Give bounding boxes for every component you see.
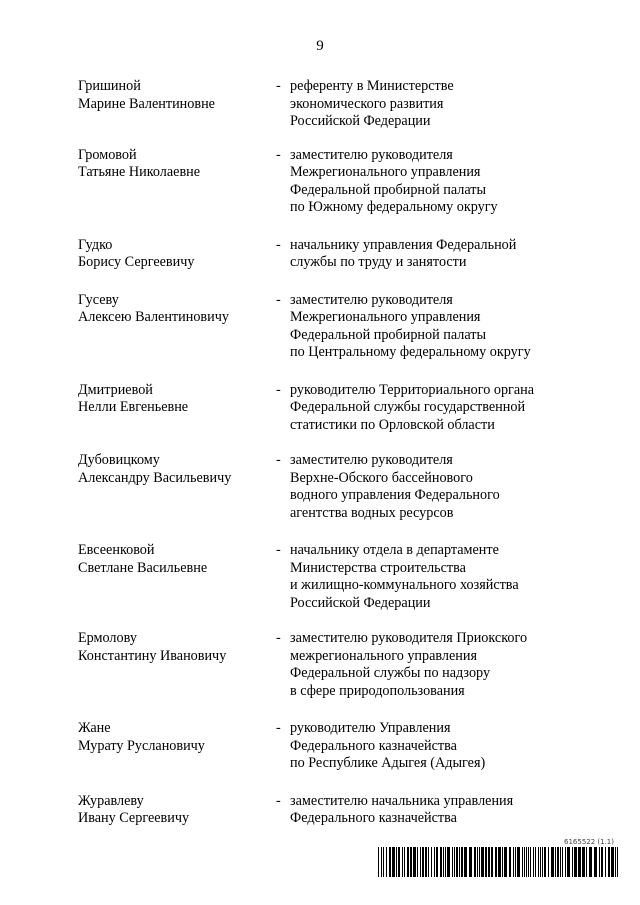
- position-line: Федеральной пробирной палаты: [290, 181, 486, 198]
- entry-dash: -: [276, 146, 281, 163]
- appointment-entry: [78, 793, 578, 828]
- entry-dash: -: [276, 542, 281, 558]
- person-name-line: Борису Сергеевичу: [78, 254, 195, 270]
- position-line: и жилищно-коммунального хозяйства: [290, 577, 519, 593]
- person-name: [78, 382, 276, 435]
- person-name-line: Константину Ивановичу: [78, 647, 227, 664]
- appointment-entry: [78, 630, 578, 700]
- person-name-line: Жане: [78, 720, 111, 736]
- person-name-line: Журавлеву: [78, 792, 144, 809]
- entry-dash: -: [276, 792, 281, 809]
- appointment-entry: [78, 542, 578, 612]
- position-title: [290, 452, 560, 522]
- person-name-line: Дмитриевой: [78, 381, 153, 398]
- entry-dash: -: [276, 720, 281, 736]
- position-line: по Южному федеральному округу: [290, 199, 498, 215]
- position-line: Межрегионального управления: [290, 164, 481, 180]
- position-line: начальнику управления Федеральной: [290, 236, 517, 253]
- position-line: заместителю начальника управления: [290, 792, 514, 809]
- appointment-list: [78, 78, 578, 828]
- person-name: [78, 793, 276, 828]
- person-name-line: Громовой: [78, 146, 137, 163]
- barcode: [378, 847, 618, 877]
- position-line: руководителю Управления: [290, 720, 451, 736]
- person-name: [78, 720, 276, 773]
- person-name: [78, 542, 276, 612]
- person-name-line: Алексею Валентиновичу: [78, 309, 229, 325]
- person-name-line: Нелли Евгеньевне: [78, 399, 189, 415]
- person-name-line: Гришиной: [78, 78, 141, 94]
- person-name-line: Александру Васильевичу: [78, 469, 232, 486]
- entry-dash: -: [276, 452, 281, 468]
- position-line: Министерства строительства: [290, 559, 466, 576]
- appointment-entry: [78, 292, 578, 362]
- position-line: Федеральной службы по надзору: [290, 665, 491, 681]
- position-line: по Центральному федеральному округу: [290, 344, 531, 360]
- position-title: [290, 78, 560, 131]
- appointment-entry: [78, 720, 578, 773]
- person-name-line: Гудко: [78, 236, 113, 253]
- position-line: экономического развития: [290, 95, 444, 112]
- appointment-entry: [78, 147, 578, 217]
- position-line: Межрегионального управления: [290, 309, 481, 325]
- entry-dash: -: [276, 78, 281, 94]
- appointment-entry: [78, 452, 578, 522]
- position-line: Федеральной службы государственной: [290, 399, 526, 415]
- person-name-line: Гусеву: [78, 291, 119, 308]
- position-line: по Республике Адыгея (Адыгея): [290, 755, 486, 771]
- barcode-block: [378, 838, 618, 878]
- position-line: заместителю руководителя: [290, 452, 453, 468]
- position-line: статистики по Орловской области: [290, 416, 495, 433]
- barcode-code: 6165522 (1.1): [564, 838, 614, 846]
- position-line: заместителю руководителя Приокского: [290, 630, 528, 646]
- entry-dash: -: [276, 236, 281, 253]
- position-line: Российской Федерации: [290, 594, 431, 611]
- appointment-entry: [78, 78, 578, 131]
- person-name-line: Дубовицкому: [78, 452, 160, 468]
- position-line: Верхне-Обского бассейнового: [290, 469, 473, 486]
- position-title: [290, 793, 560, 828]
- appointment-entry: [78, 237, 578, 272]
- position-line: заместителю руководителя: [290, 291, 453, 308]
- position-line: агентства водных ресурсов: [290, 504, 454, 521]
- entry-dash: -: [276, 381, 281, 398]
- person-name: [78, 78, 276, 131]
- person-name: [78, 292, 276, 362]
- person-name-line: Евсеенковой: [78, 542, 155, 558]
- position-title: [290, 147, 560, 217]
- position-line: Российской Федерации: [290, 113, 431, 129]
- position-line: службы по труду и занятости: [290, 254, 467, 270]
- position-line: заместителю руководителя: [290, 146, 453, 163]
- appointment-entry: [78, 382, 578, 435]
- person-name-line: Ивану Сергеевичу: [78, 810, 190, 826]
- position-line: в сфере природопользования: [290, 682, 465, 699]
- position-line: начальнику отдела в департаменте: [290, 542, 499, 558]
- person-name-line: Марине Валентиновне: [78, 95, 215, 112]
- page-number: 9: [316, 38, 324, 54]
- position-line: водного управления Федерального: [290, 487, 500, 503]
- position-title: [290, 542, 560, 612]
- person-name-line: Мурату Руслановичу: [78, 737, 205, 754]
- person-name: [78, 630, 276, 700]
- person-name-line: Ермолову: [78, 630, 137, 646]
- position-line: референту в Министерстве: [290, 78, 454, 94]
- position-title: [290, 292, 560, 362]
- person-name: [78, 452, 276, 522]
- person-name-line: Светлане Васильевне: [78, 559, 208, 576]
- position-title: [290, 382, 560, 435]
- position-line: межрегионального управления: [290, 647, 478, 664]
- position-title: [290, 237, 560, 272]
- person-name: [78, 237, 276, 272]
- entry-dash: -: [276, 630, 281, 646]
- position-title: [290, 720, 560, 773]
- position-title: [290, 630, 560, 700]
- person-name: [78, 147, 276, 217]
- position-line: руководителю Территориального органа: [290, 381, 535, 398]
- position-line: Федеральной пробирной палаты: [290, 326, 486, 343]
- entry-dash: -: [276, 291, 281, 308]
- position-line: Федерального казначейства: [290, 810, 457, 826]
- person-name-line: Татьяне Николаевне: [78, 164, 201, 180]
- position-line: Федерального казначейства: [290, 737, 457, 754]
